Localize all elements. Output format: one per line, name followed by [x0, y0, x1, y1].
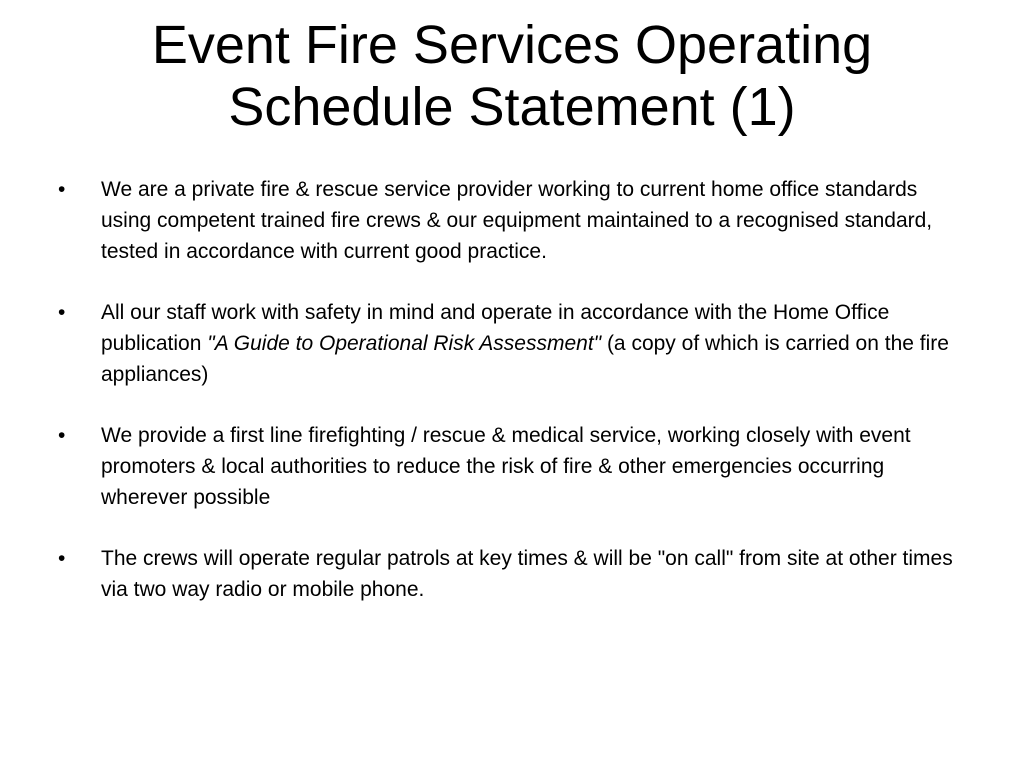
bullet-text-3: We provide a first line firefighting / rescue & medical service, working closely with event promoters & local authorities to reduce the risk of fire & other emergencies occurring wherever possible	[101, 424, 911, 509]
bullet-list	[58, 174, 968, 635]
bullet-item-4	[58, 543, 968, 605]
bullet-text-2-after: (a copy of which is carried on the fire appliances)	[101, 332, 949, 386]
publication-title: "A Guide to Operational Risk Assessment"	[207, 332, 602, 355]
bullet-marker: •	[58, 424, 66, 447]
slide-title-line-2: Schedule Statement (1)	[228, 77, 796, 137]
bullet-text-2-before: All our staff work with safety in mind and operate in accordance with the Home Office publication	[101, 301, 890, 355]
slide-title-line-1: Event Fire Services Operating	[151, 15, 873, 75]
bullet-item-1	[58, 174, 968, 267]
bullet-marker: •	[58, 301, 66, 324]
bullet-marker: •	[58, 547, 66, 570]
bullet-item-2	[58, 297, 968, 390]
slide-title	[40, 14, 984, 138]
bullet-marker: •	[58, 178, 66, 201]
bullet-text-4: The crews will operate regular patrols at key times & will be "on call" from site at other times via two way radio or mobile phone.	[101, 547, 953, 601]
bullet-text-1: We are a private fire & rescue service provider working to current home office standards using competent trained fire crews & our equipment maintained to a recognised standard, tested in accordance with current good practice.	[101, 178, 933, 263]
bullet-item-3	[58, 420, 968, 513]
